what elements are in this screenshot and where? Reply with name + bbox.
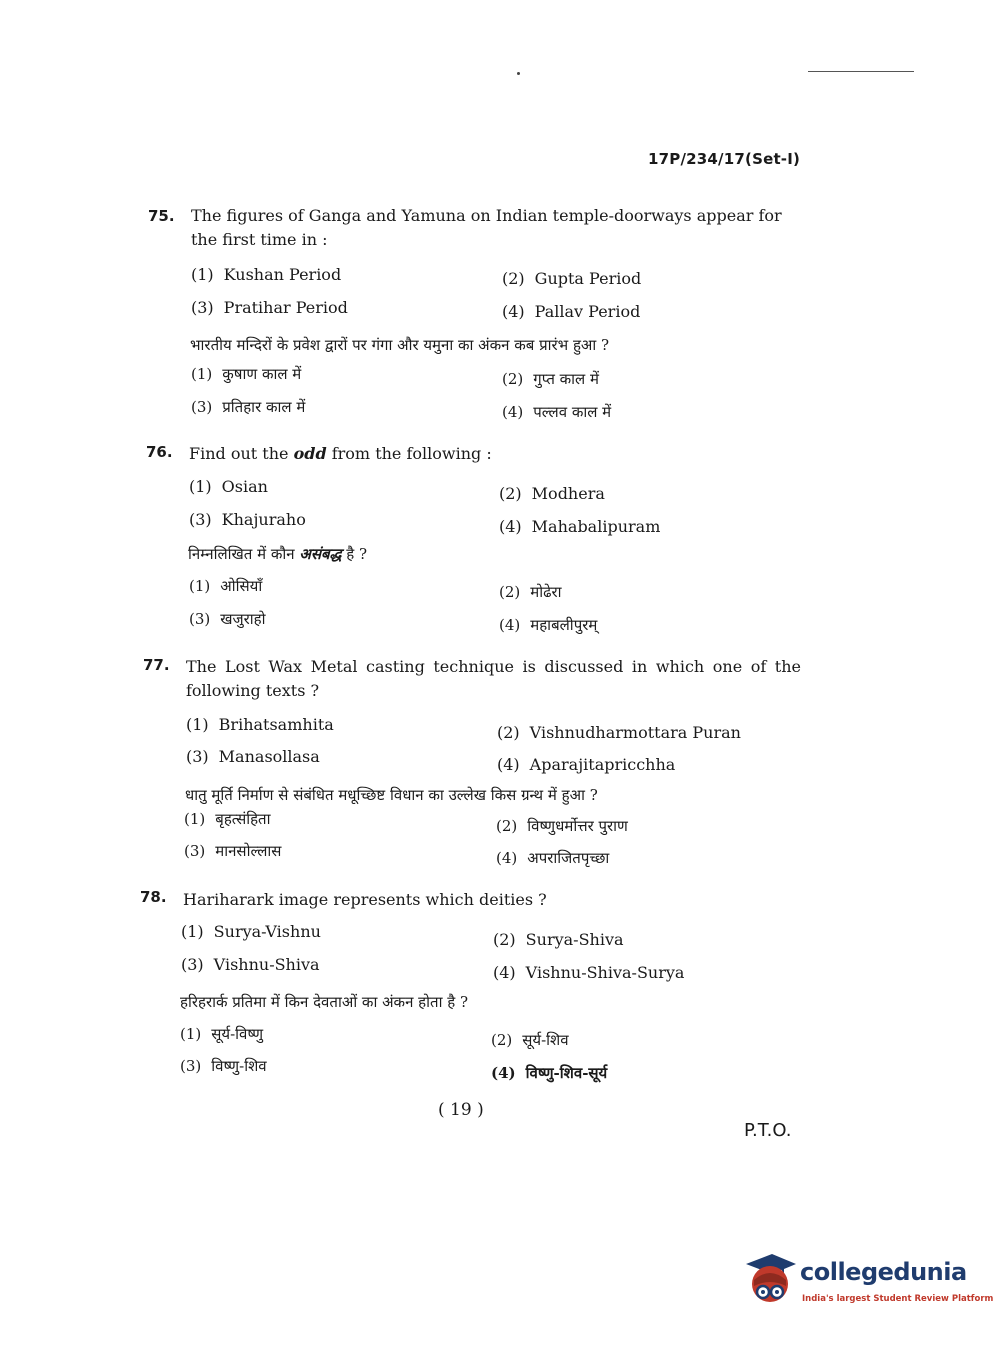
option-3-en: (3) Khajuraho — [189, 510, 306, 529]
option-2-en: (2) Modhera — [499, 484, 605, 503]
mascot-icon — [742, 1252, 798, 1308]
question-text-hi: धातु मूर्ति निर्माण से संबंधित मधूच्छिष्ट विधान का उल्लेख किस ग्रन्थ में हुआ ? — [185, 786, 598, 804]
option-3-hi: (3) खजुराहो — [189, 610, 266, 628]
option-4-hi: (4) अपराजितपृच्छा — [496, 849, 610, 867]
option-2-hi: (2) सूर्य-शिव — [491, 1031, 569, 1049]
question-text-en: The figures of Ganga and Yamuna on Indian temple-doorways appear for the first time in : — [191, 206, 782, 249]
page-number: ( 19 ) — [438, 1100, 484, 1120]
option-3-en: (3) Vishnu-Shiva — [181, 955, 320, 974]
top-rule — [808, 71, 914, 72]
question-number: 76. — [146, 443, 173, 461]
question-text-en: The Lost Wax Metal casting technique is discussed in which one of the following texts ? — [186, 657, 801, 700]
option-3-hi: (3) विष्णु-शिव — [180, 1057, 267, 1075]
option-4-hi: (4) पल्लव काल में — [502, 403, 612, 421]
option-1-hi: (1) कुषाण काल में — [191, 365, 302, 383]
paper-code: 17P/234/17(Set-I) — [648, 150, 801, 168]
option-4-hi: (4) विष्णु-शिव-सूर्य — [491, 1064, 608, 1082]
option-1-en: (1) Osian — [189, 477, 268, 496]
option-2-hi: (2) विष्णुधर्मोत्तर पुराण — [496, 817, 628, 835]
pto-label: P.T.O. — [744, 1120, 792, 1141]
option-3-hi: (3) प्रतिहार काल में — [191, 398, 306, 416]
option-2-hi: (2) गुप्त काल में — [502, 370, 599, 388]
question-text-en: Find out the odd from the following : — [189, 444, 492, 463]
option-2-en: (2) Surya-Shiva — [493, 930, 624, 949]
option-2-hi: (2) मोढेरा — [499, 583, 562, 601]
option-4-en: (4) Aparajitapricchha — [497, 755, 676, 774]
option-1-hi: (1) ओसियाँ — [189, 577, 263, 595]
option-4-en: (4) Vishnu-Shiva-Surya — [493, 963, 685, 982]
option-4-en: (4) Pallav Period — [502, 302, 641, 321]
question-text-hi: भारतीय मन्दिरों के प्रवेश द्वारों पर गंगा और यमुना का अंकन कब प्रारंभ हुआ ? — [190, 336, 610, 354]
option-4-hi: (4) महाबलीपुरम् — [499, 616, 598, 634]
option-1-en: (1) Brihatsamhita — [186, 715, 334, 734]
question-number: 78. — [140, 888, 167, 906]
option-4-en: (4) Mahabalipuram — [499, 517, 661, 536]
option-1-hi: (1) बृहत्संहिता — [184, 810, 271, 828]
option-1-en: (1) Surya-Vishnu — [181, 922, 321, 941]
option-3-hi: (3) मानसोल्लास — [184, 842, 282, 860]
option-1-hi: (1) सूर्य-विष्णु — [180, 1025, 264, 1043]
option-2-en: (2) Gupta Period — [502, 269, 642, 288]
question-text-hi: हरिहरार्क प्रतिमा में किन देवताओं का अंकन होता है ? — [180, 993, 469, 1011]
collegedunia-logo — [742, 1252, 994, 1312]
scan-speck — [517, 72, 520, 75]
question-text-hi: निम्नलिखित में कौन असंबद्ध है ? — [188, 545, 368, 563]
question-number: 77. — [143, 656, 170, 674]
question-text-en: Hariharark image represents which deities ? — [183, 890, 547, 909]
option-2-en: (2) Vishnudharmottara Puran — [497, 723, 741, 742]
option-1-en: (1) Kushan Period — [191, 265, 342, 284]
option-3-en: (3) Manasollasa — [186, 747, 320, 766]
option-3-en: (3) Pratihar Period — [191, 298, 348, 317]
question-number: 75. — [148, 207, 175, 225]
logo-wordmark: collegedunia — [800, 1258, 967, 1286]
logo-tagline: India's largest Student Review Platform — [802, 1294, 994, 1304]
